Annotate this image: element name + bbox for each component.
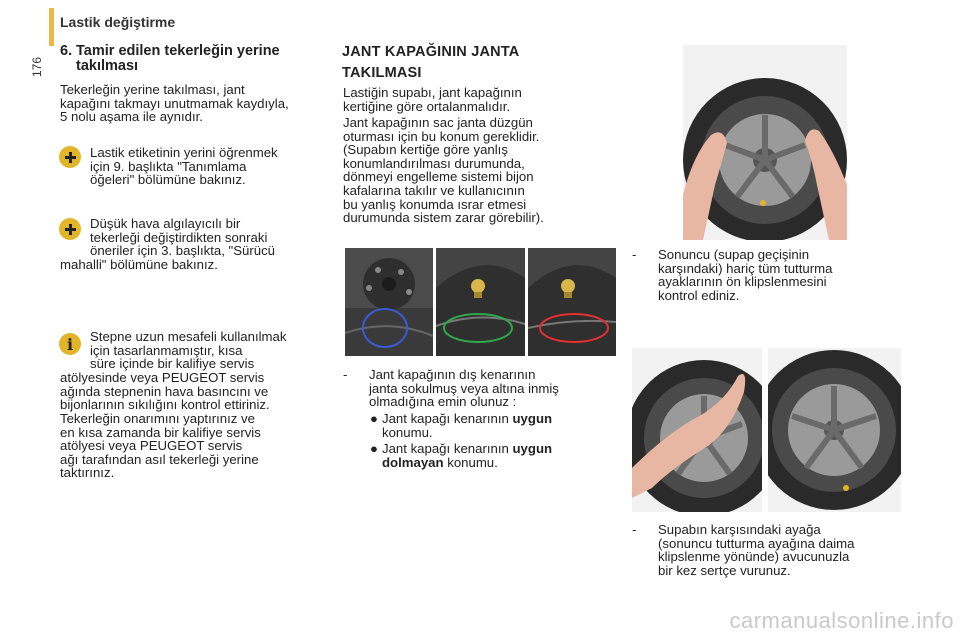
photo-valve-nut: [345, 248, 433, 356]
para-line: bu yanlış konumda ısrar etmesi: [343, 196, 527, 212]
intro-line: kapağını takmayı unutmamak kaydıyla,: [60, 95, 289, 111]
photo-hands-pressing-cover: [683, 45, 847, 240]
info-line: için tasarlanmamıştır, kısa: [90, 342, 243, 358]
bullet-bold-text: uygun: [512, 441, 553, 456]
photo-hands-pressing-cover-graphic: [683, 45, 847, 240]
photo-incorrect-position-graphic: [528, 248, 616, 356]
step-number: 6.: [60, 43, 73, 59]
dash-line: janta sokulmuş veya altına inmiş: [369, 380, 559, 396]
bullet-bold-text: uygun: [512, 411, 553, 426]
watermark: carmanualsonline.info: [729, 608, 954, 633]
para-line: oturması için bu konum gereklidir.: [343, 128, 540, 144]
dash-line: Sonuncu (supap geçişinin: [658, 247, 810, 262]
info-spare-wheel: [90, 330, 335, 371]
repair-line: ağı tarafından asıl tekerleği yerine: [60, 451, 259, 467]
section-title-line: JANT KAPAĞININ JANTA: [342, 44, 520, 60]
dash-line: Jant kapağının dış kenarının: [369, 367, 536, 382]
para-line: kafalarına takılır ve kullanıcının: [343, 182, 525, 198]
step-title-line2: takılması: [76, 58, 139, 74]
note-line: Düşük hava algılayıcılı bir: [90, 216, 241, 231]
dash-line: karşındaki) hariç tüm tutturma: [658, 260, 833, 276]
dash-line: olmadığına emin olunuz :: [369, 394, 517, 410]
repair-line: taktırınız.: [60, 465, 115, 481]
dash-marker: -: [632, 522, 637, 537]
photo-correct-position-graphic: [436, 248, 525, 356]
note-pressure-sensor: [90, 217, 335, 258]
info-line: ağında stepnenin hava basıncını ve: [60, 383, 269, 399]
note-line: öneriler için 3. başlıkta, "Sürücü: [90, 243, 275, 259]
dash-marker: -: [632, 247, 637, 262]
info-line: Stepne uzun mesafeli kullanılmak: [90, 329, 287, 344]
dash-item-check-edge: [343, 368, 623, 409]
bullet-text: Jant kapağı kenarının: [382, 411, 513, 426]
para-line: Jant kapağının sac janta düzgün: [343, 115, 533, 130]
para-line: dönmeyi engelleme sistemi bijon: [343, 169, 534, 185]
info-line: süre içinde bir kalifiye servis: [90, 356, 255, 372]
photo-hand-striking-graphic: [632, 348, 762, 512]
bullet-incorrect: [370, 442, 620, 469]
dash-item-strike: [632, 523, 932, 577]
bullet-text: konumu.: [382, 424, 433, 440]
note-line: tekerleği değiştirdikten sonraki: [90, 229, 268, 245]
bullet-text: konumu.: [443, 454, 498, 470]
dash-marker: -: [343, 367, 348, 382]
dash-line: ayaklarının ön klipslenmesini: [658, 274, 827, 290]
repair-paragraph: [60, 412, 335, 480]
bullet-dot: ●: [370, 411, 378, 426]
info-continued: [60, 371, 335, 412]
info-line: atölyesinde veya PEUGEOT servis: [60, 370, 265, 385]
para-valve-centered: [343, 86, 618, 113]
para-line: konumlandırılması durumunda,: [343, 155, 525, 171]
photo-correct-position: [436, 248, 525, 356]
plus-icon: [59, 146, 81, 168]
header-accent-bar: [49, 8, 54, 46]
photo-cover-fitted-graphic: [768, 348, 901, 512]
note-line: öğeleri" bölümüne bakınız.: [90, 172, 246, 188]
para-line: Lastiğin supabı, jant kapağının: [343, 85, 522, 100]
info-line: bijonlarının sıkılığını kontrol ettiriniz.: [60, 397, 270, 413]
repair-line: en kısa zamanda bir kalifiye servis: [60, 424, 261, 440]
para-line: durumunda sistem zarar görebilir).: [343, 210, 544, 226]
para-line: (Supabın kertiğe göre yanlış: [343, 142, 508, 158]
note-tire-label: [90, 146, 335, 187]
dash-item-clip-check: [632, 248, 932, 302]
intro-line: 5 nolu aşama ile aynıdır.: [60, 109, 203, 125]
dash-line: Supabın karşısındaki ayağa: [658, 522, 821, 537]
bullet-dot: ●: [370, 441, 378, 456]
plus-icon: [59, 218, 81, 240]
photo-hand-striking: [632, 348, 762, 512]
note-line-wrap: mahalli" bölümüne bakınız.: [60, 257, 218, 272]
step-title-line1: Tamir edilen tekerleğin yerine: [76, 43, 280, 59]
step-6-heading: [60, 44, 335, 74]
note-line: için 9. başlıkta "Tanımlama: [90, 158, 247, 174]
info-icon: i: [59, 333, 81, 355]
header-title: Lastik değiştirme: [60, 14, 176, 30]
photo-incorrect-position: [528, 248, 616, 356]
para-line: kertiğine göre ortalanmalıdır.: [343, 98, 511, 114]
bullet-correct: [370, 412, 620, 439]
section-title-line: TAKILMASI: [342, 65, 422, 81]
repair-line: Tekerleğin onarımını yaptırınız ve: [60, 411, 255, 426]
dash-line: bir kez sertçe vurunuz.: [658, 562, 791, 578]
photo-valve-nut-graphic: [345, 248, 433, 356]
dash-line: (sonuncu tutturma ayağına daima: [658, 535, 855, 551]
section-title: [342, 42, 612, 84]
repair-line: atölyesi veya PEUGEOT servis: [60, 438, 243, 454]
dash-line: klipslenme yönünde) avucunuzla: [658, 549, 850, 565]
bullet-text: Jant kapağı kenarının: [382, 441, 513, 456]
intro-paragraph: [60, 83, 335, 124]
bullet-bold-text: dolmayan: [382, 454, 444, 470]
page-number: 176: [30, 56, 44, 78]
note-line: Lastik etiketinin yerini öğrenmek: [90, 145, 278, 160]
dash-line: kontrol ediniz.: [658, 287, 740, 303]
intro-line: Tekerleğin yerine takılması, jant: [60, 82, 245, 97]
photo-cover-fitted: [768, 348, 901, 512]
para-position-required: [343, 116, 623, 225]
